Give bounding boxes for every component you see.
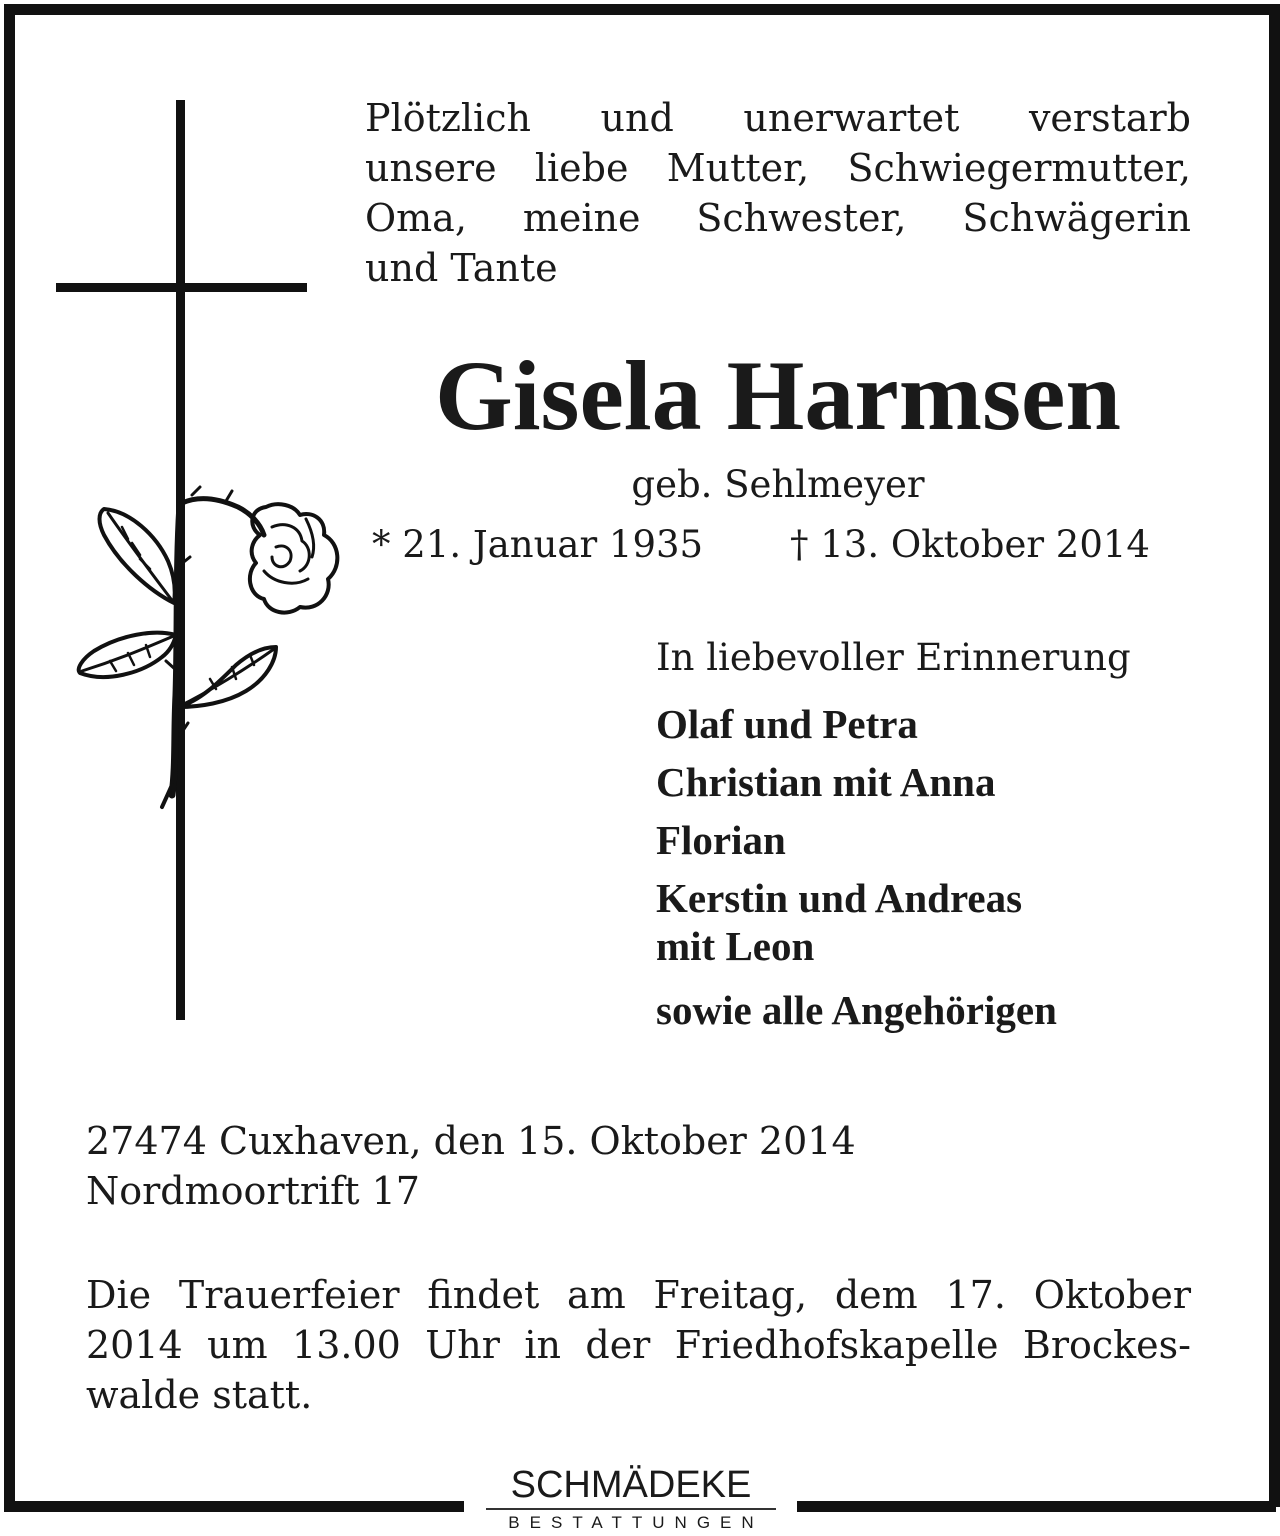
maiden-name: geb. Sehlmeyer	[631, 463, 925, 506]
bottom-border-left	[4, 1501, 464, 1512]
deceased-name: Gisela Harmsen	[434, 340, 1122, 451]
birth-date: * 21. Januar 1935	[372, 523, 704, 566]
intro-line: und Tante	[365, 246, 558, 290]
bottom-border-right	[797, 1501, 1276, 1512]
mourner-entry: Olaf und Petra	[656, 701, 918, 747]
funeral-home-subtitle: BESTATTUNGEN	[508, 1513, 764, 1532]
mourner-entry: mit Leon	[656, 923, 815, 969]
service-line: walde statt.	[86, 1373, 313, 1417]
funeral-home-logo	[468, 1462, 794, 1536]
service-line: 2014 um 13.00 Uhr in der Friedhofskapelle Brockes-	[86, 1323, 1191, 1367]
service-line: Die Trauerfeier findet am Freitag, dem 17. Oktober	[86, 1273, 1191, 1317]
address-block	[86, 1116, 856, 1216]
mourner-entry: sowie alle Angehörigen	[656, 987, 1057, 1033]
mourner-entry: Kerstin und Andreas	[656, 875, 1023, 921]
funeral-home-name: SCHMÄDEKE	[510, 1464, 752, 1506]
mourners-list	[656, 700, 1057, 1034]
cross-icon	[56, 100, 307, 1020]
street-address: Nordmoortrift 17	[86, 1169, 420, 1213]
rose-icon	[79, 487, 338, 807]
place-and-date: 27474 Cuxhaven, den 15. Oktober 2014	[86, 1119, 856, 1163]
death-date: † 13. Oktober 2014	[790, 523, 1150, 566]
mourner-entry: Florian	[656, 817, 786, 863]
service-announcement	[86, 1270, 1191, 1420]
intro-text	[365, 93, 1191, 293]
life-dates	[372, 518, 1192, 572]
memory-line: In liebevoller Erinnerung	[656, 636, 1131, 679]
mourner-entry: Christian mit Anna	[656, 759, 996, 805]
intro-line: unsere liebe Mutter, Schwiegermutter,	[365, 146, 1191, 190]
cross-with-rose-icon	[50, 95, 370, 1030]
intro-line: Plötzlich und unerwartet verstarb	[365, 96, 1191, 140]
intro-line: Oma, meine Schwester, Schwägerin	[365, 196, 1191, 240]
